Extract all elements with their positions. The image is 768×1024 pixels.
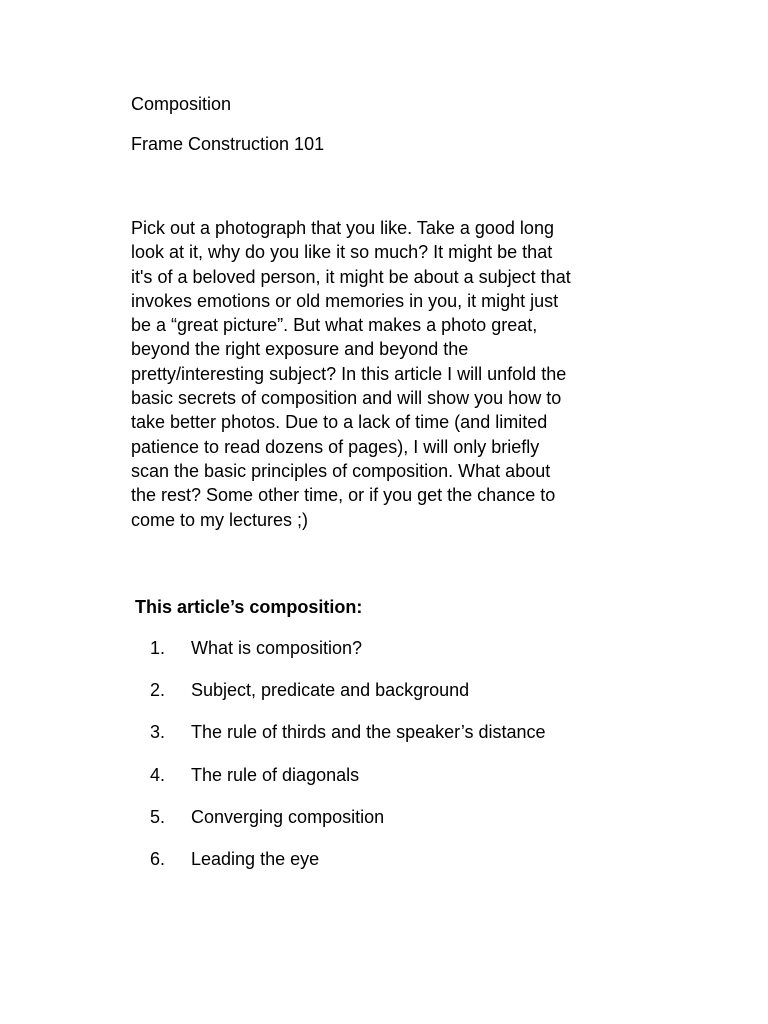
toc-item-number: 2.	[150, 680, 166, 701]
toc-item	[150, 805, 546, 847]
toc-item	[150, 636, 546, 678]
toc-item-number: 1.	[150, 638, 166, 658]
table-of-contents	[150, 636, 546, 889]
toc-item-text: The rule of diagonals	[191, 764, 360, 785]
toc-item-text: Subject, predicate and background	[191, 680, 470, 701]
intro-line: come to my lectures ;)	[131, 509, 309, 530]
toc-item-text: The rule of thirds and the speaker’s distance	[191, 722, 546, 743]
intro-line: beyond the right exposure and beyond the	[131, 339, 469, 360]
intro-line: invokes emotions or old memories in you, it might just	[131, 290, 559, 311]
document-title: Composition	[131, 94, 232, 114]
toc-item-text: What is composition?	[191, 638, 363, 658]
intro-line: patience to read dozens of pages), I will only briefly	[131, 436, 540, 457]
intro-line: scan the basic principles of composition. What about	[131, 460, 551, 481]
intro-line: take better photos. Due to a lack of time (and limited	[131, 412, 548, 433]
intro-line: pretty/interesting subject? In this article I will unfold the	[131, 363, 567, 384]
intro-line: be a “great picture”. But what makes a photo great,	[131, 315, 538, 336]
toc-heading: This article’s composition:	[135, 597, 363, 617]
document-subtitle: Frame Construction 101	[131, 134, 325, 154]
toc-item	[150, 763, 546, 805]
intro-line: the rest? Some other time, or if you get the chance to	[131, 485, 556, 506]
toc-item-number: 6.	[150, 848, 166, 869]
toc-item-number: 3.	[150, 722, 166, 743]
intro-paragraph	[131, 216, 661, 532]
intro-line: Pick out a photograph that you like. Take a good long	[131, 218, 554, 238]
intro-line: basic secrets of composition and will show you how to	[131, 388, 562, 409]
toc-item	[150, 678, 546, 720]
intro-line: look at it, why do you like it so much? It might be that	[131, 242, 553, 263]
toc-item-text: Converging composition	[191, 806, 385, 827]
toc-item-number: 5.	[150, 806, 166, 827]
toc-item	[150, 847, 546, 889]
toc-item-text: Leading the eye	[191, 848, 320, 869]
toc-item-number: 4.	[150, 764, 166, 785]
intro-line: it's of a beloved person, it might be about a subject that	[131, 266, 571, 287]
toc-item	[150, 720, 546, 762]
